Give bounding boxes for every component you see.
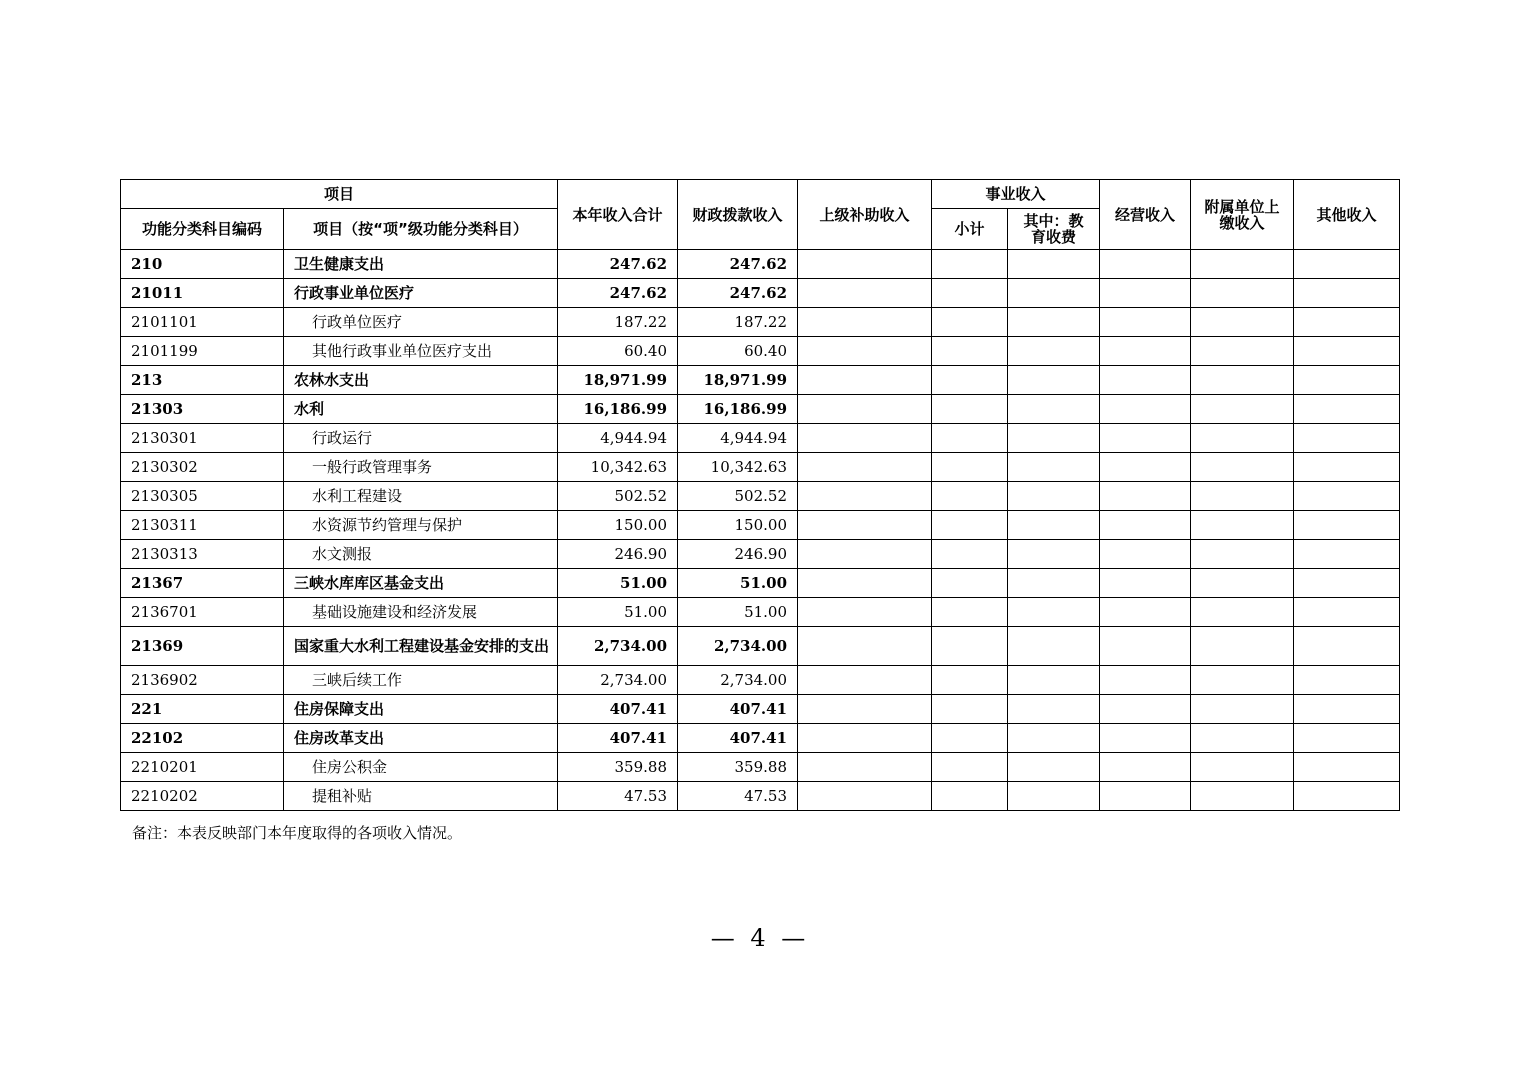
row-code: 2130305 (121, 482, 284, 511)
row-superior (798, 453, 932, 482)
row-operating (1100, 308, 1191, 337)
row-other (1294, 337, 1400, 366)
table-row (121, 540, 1400, 569)
row-subtotal (932, 482, 1008, 511)
row-total: 4,944.94 (558, 424, 678, 453)
row-other (1294, 598, 1400, 627)
table-row (121, 782, 1400, 811)
page-number: — 4 — (710, 924, 810, 952)
header-subtotal: 小计 (932, 209, 1008, 250)
row-subtotal (932, 627, 1008, 666)
row-superior (798, 511, 932, 540)
row-other (1294, 782, 1400, 811)
row-name: 住房公积金 (284, 753, 558, 782)
table-row (121, 753, 1400, 782)
header-other: 其他收入 (1294, 180, 1400, 250)
row-education-fee (1008, 366, 1100, 395)
row-subtotal (932, 308, 1008, 337)
row-affiliated (1191, 482, 1294, 511)
row-education-fee (1008, 666, 1100, 695)
row-total: 246.90 (558, 540, 678, 569)
row-total: 2,734.00 (558, 666, 678, 695)
row-superior (798, 482, 932, 511)
row-affiliated (1191, 366, 1294, 395)
table-row (121, 279, 1400, 308)
row-other (1294, 279, 1400, 308)
row-operating (1100, 453, 1191, 482)
table-row (121, 569, 1400, 598)
table-row (121, 666, 1400, 695)
row-code: 2130301 (121, 424, 284, 453)
row-code: 2210201 (121, 753, 284, 782)
row-other (1294, 753, 1400, 782)
row-name: 水资源节约管理与保护 (284, 511, 558, 540)
row-education-fee (1008, 511, 1100, 540)
row-superior (798, 540, 932, 569)
row-name: 住房改革支出 (284, 724, 558, 753)
row-name: 农林水支出 (284, 366, 558, 395)
table-row (121, 424, 1400, 453)
row-affiliated (1191, 666, 1294, 695)
row-superior (798, 366, 932, 395)
row-education-fee (1008, 424, 1100, 453)
row-code: 2136701 (121, 598, 284, 627)
row-affiliated (1191, 598, 1294, 627)
row-operating (1100, 753, 1191, 782)
table-body (121, 250, 1400, 811)
row-subtotal (932, 453, 1008, 482)
row-fiscal: 51.00 (678, 598, 798, 627)
row-other (1294, 453, 1400, 482)
row-code: 21369 (121, 627, 284, 666)
row-name: 水利 (284, 395, 558, 424)
row-subtotal (932, 395, 1008, 424)
row-total: 247.62 (558, 279, 678, 308)
row-superior (798, 724, 932, 753)
row-education-fee (1008, 279, 1100, 308)
table-row (121, 337, 1400, 366)
row-education-fee (1008, 540, 1100, 569)
row-fiscal: 150.00 (678, 511, 798, 540)
row-affiliated (1191, 724, 1294, 753)
row-name: 三峡水库库区基金支出 (284, 569, 558, 598)
row-affiliated (1191, 279, 1294, 308)
row-other (1294, 627, 1400, 666)
row-other (1294, 666, 1400, 695)
row-code: 2210202 (121, 782, 284, 811)
row-code: 2130313 (121, 540, 284, 569)
row-code: 22102 (121, 724, 284, 753)
row-fiscal: 2,734.00 (678, 627, 798, 666)
row-code: 210 (121, 250, 284, 279)
row-subtotal (932, 569, 1008, 598)
row-operating (1100, 627, 1191, 666)
row-education-fee (1008, 337, 1100, 366)
row-other (1294, 482, 1400, 511)
table-row (121, 627, 1400, 666)
table-row (121, 250, 1400, 279)
row-affiliated (1191, 337, 1294, 366)
header-project: 项目 (121, 180, 558, 209)
row-other (1294, 569, 1400, 598)
row-superior (798, 569, 932, 598)
row-operating (1100, 366, 1191, 395)
row-fiscal: 4,944.94 (678, 424, 798, 453)
row-operating (1100, 511, 1191, 540)
row-education-fee (1008, 308, 1100, 337)
row-subtotal (932, 753, 1008, 782)
header-total: 本年收入合计 (558, 180, 678, 250)
row-name: 住房保障支出 (284, 695, 558, 724)
row-fiscal: 60.40 (678, 337, 798, 366)
row-total: 2,734.00 (558, 627, 678, 666)
row-code: 21367 (121, 569, 284, 598)
row-total: 407.41 (558, 695, 678, 724)
row-code: 21303 (121, 395, 284, 424)
row-education-fee (1008, 250, 1100, 279)
row-subtotal (932, 366, 1008, 395)
row-superior (798, 250, 932, 279)
row-subtotal (932, 424, 1008, 453)
row-code: 213 (121, 366, 284, 395)
row-subtotal (932, 598, 1008, 627)
row-education-fee (1008, 453, 1100, 482)
row-total: 247.62 (558, 250, 678, 279)
row-superior (798, 598, 932, 627)
row-name: 行政运行 (284, 424, 558, 453)
row-superior (798, 627, 932, 666)
header-fiscal: 财政拨款收入 (678, 180, 798, 250)
row-superior (798, 337, 932, 366)
row-affiliated (1191, 308, 1294, 337)
table-row (121, 695, 1400, 724)
row-education-fee (1008, 598, 1100, 627)
row-code: 2136902 (121, 666, 284, 695)
row-operating (1100, 250, 1191, 279)
row-affiliated (1191, 511, 1294, 540)
row-fiscal: 407.41 (678, 724, 798, 753)
header-code: 功能分类科目编码 (121, 209, 284, 250)
row-code: 21011 (121, 279, 284, 308)
row-subtotal (932, 511, 1008, 540)
row-total: 47.53 (558, 782, 678, 811)
row-subtotal (932, 540, 1008, 569)
row-code: 221 (121, 695, 284, 724)
row-other (1294, 695, 1400, 724)
row-fiscal: 246.90 (678, 540, 798, 569)
table-row (121, 395, 1400, 424)
row-total: 16,186.99 (558, 395, 678, 424)
table-row (121, 724, 1400, 753)
row-subtotal (932, 337, 1008, 366)
table-row (121, 511, 1400, 540)
row-name: 行政单位医疗 (284, 308, 558, 337)
row-other (1294, 250, 1400, 279)
row-operating (1100, 482, 1191, 511)
row-operating (1100, 279, 1191, 308)
row-affiliated (1191, 695, 1294, 724)
row-total: 60.40 (558, 337, 678, 366)
row-education-fee (1008, 395, 1100, 424)
row-total: 502.52 (558, 482, 678, 511)
row-other (1294, 724, 1400, 753)
row-operating (1100, 395, 1191, 424)
row-superior (798, 308, 932, 337)
table-row (121, 308, 1400, 337)
row-operating (1100, 666, 1191, 695)
row-operating (1100, 337, 1191, 366)
row-superior (798, 782, 932, 811)
row-affiliated (1191, 540, 1294, 569)
row-other (1294, 511, 1400, 540)
row-operating (1100, 598, 1191, 627)
row-affiliated (1191, 395, 1294, 424)
table-row (121, 598, 1400, 627)
row-total: 10,342.63 (558, 453, 678, 482)
row-fiscal: 2,734.00 (678, 666, 798, 695)
row-education-fee (1008, 695, 1100, 724)
row-fiscal: 247.62 (678, 279, 798, 308)
row-other (1294, 308, 1400, 337)
row-code: 2101199 (121, 337, 284, 366)
row-superior (798, 666, 932, 695)
row-fiscal: 10,342.63 (678, 453, 798, 482)
table-note: 备注：本表反映部门本年度取得的各项收入情况。 (132, 824, 463, 842)
row-name: 提租补贴 (284, 782, 558, 811)
row-operating (1100, 424, 1191, 453)
row-education-fee (1008, 482, 1100, 511)
row-operating (1100, 782, 1191, 811)
row-subtotal (932, 666, 1008, 695)
row-education-fee (1008, 753, 1100, 782)
row-subtotal (932, 279, 1008, 308)
row-education-fee (1008, 627, 1100, 666)
header-name: 项目（按“项”级功能分类科目） (284, 209, 558, 250)
row-subtotal (932, 724, 1008, 753)
table-row (121, 453, 1400, 482)
header-operating: 经营收入 (1100, 180, 1191, 250)
row-superior (798, 695, 932, 724)
row-operating (1100, 569, 1191, 598)
row-fiscal: 16,186.99 (678, 395, 798, 424)
row-other (1294, 366, 1400, 395)
table-row (121, 366, 1400, 395)
row-total: 51.00 (558, 598, 678, 627)
row-name: 一般行政管理事务 (284, 453, 558, 482)
row-fiscal: 51.00 (678, 569, 798, 598)
row-fiscal: 247.62 (678, 250, 798, 279)
row-superior (798, 424, 932, 453)
row-affiliated (1191, 424, 1294, 453)
row-education-fee (1008, 782, 1100, 811)
header-affiliated: 附属单位上缴收入 (1191, 180, 1294, 250)
row-code: 2101101 (121, 308, 284, 337)
row-total: 150.00 (558, 511, 678, 540)
header-education-fee: 其中：教育收费 (1008, 209, 1100, 250)
row-affiliated (1191, 753, 1294, 782)
row-operating (1100, 695, 1191, 724)
row-fiscal: 187.22 (678, 308, 798, 337)
row-fiscal: 18,971.99 (678, 366, 798, 395)
row-fiscal: 47.53 (678, 782, 798, 811)
row-name: 行政事业单位医疗 (284, 279, 558, 308)
row-name: 卫生健康支出 (284, 250, 558, 279)
income-table (120, 179, 1400, 811)
row-education-fee (1008, 569, 1100, 598)
row-fiscal: 502.52 (678, 482, 798, 511)
row-name: 三峡后续工作 (284, 666, 558, 695)
row-name: 国家重大水利工程建设基金安排的支出 (284, 627, 558, 666)
row-other (1294, 540, 1400, 569)
row-code: 2130311 (121, 511, 284, 540)
header-business-income: 事业收入 (932, 180, 1100, 209)
row-superior (798, 753, 932, 782)
row-code: 2130302 (121, 453, 284, 482)
row-other (1294, 424, 1400, 453)
row-name: 其他行政事业单位医疗支出 (284, 337, 558, 366)
row-total: 407.41 (558, 724, 678, 753)
row-fiscal: 359.88 (678, 753, 798, 782)
row-subtotal (932, 695, 1008, 724)
row-affiliated (1191, 569, 1294, 598)
row-total: 51.00 (558, 569, 678, 598)
row-subtotal (932, 782, 1008, 811)
row-fiscal: 407.41 (678, 695, 798, 724)
row-education-fee (1008, 724, 1100, 753)
row-affiliated (1191, 782, 1294, 811)
row-other (1294, 395, 1400, 424)
row-affiliated (1191, 627, 1294, 666)
row-operating (1100, 540, 1191, 569)
row-superior (798, 279, 932, 308)
row-name: 水文测报 (284, 540, 558, 569)
row-total: 187.22 (558, 308, 678, 337)
row-total: 359.88 (558, 753, 678, 782)
row-operating (1100, 724, 1191, 753)
row-subtotal (932, 250, 1008, 279)
table-row (121, 482, 1400, 511)
row-name: 基础设施建设和经济发展 (284, 598, 558, 627)
row-total: 18,971.99 (558, 366, 678, 395)
row-affiliated (1191, 250, 1294, 279)
row-name: 水利工程建设 (284, 482, 558, 511)
row-affiliated (1191, 453, 1294, 482)
row-superior (798, 395, 932, 424)
header-superior: 上级补助收入 (798, 180, 932, 250)
